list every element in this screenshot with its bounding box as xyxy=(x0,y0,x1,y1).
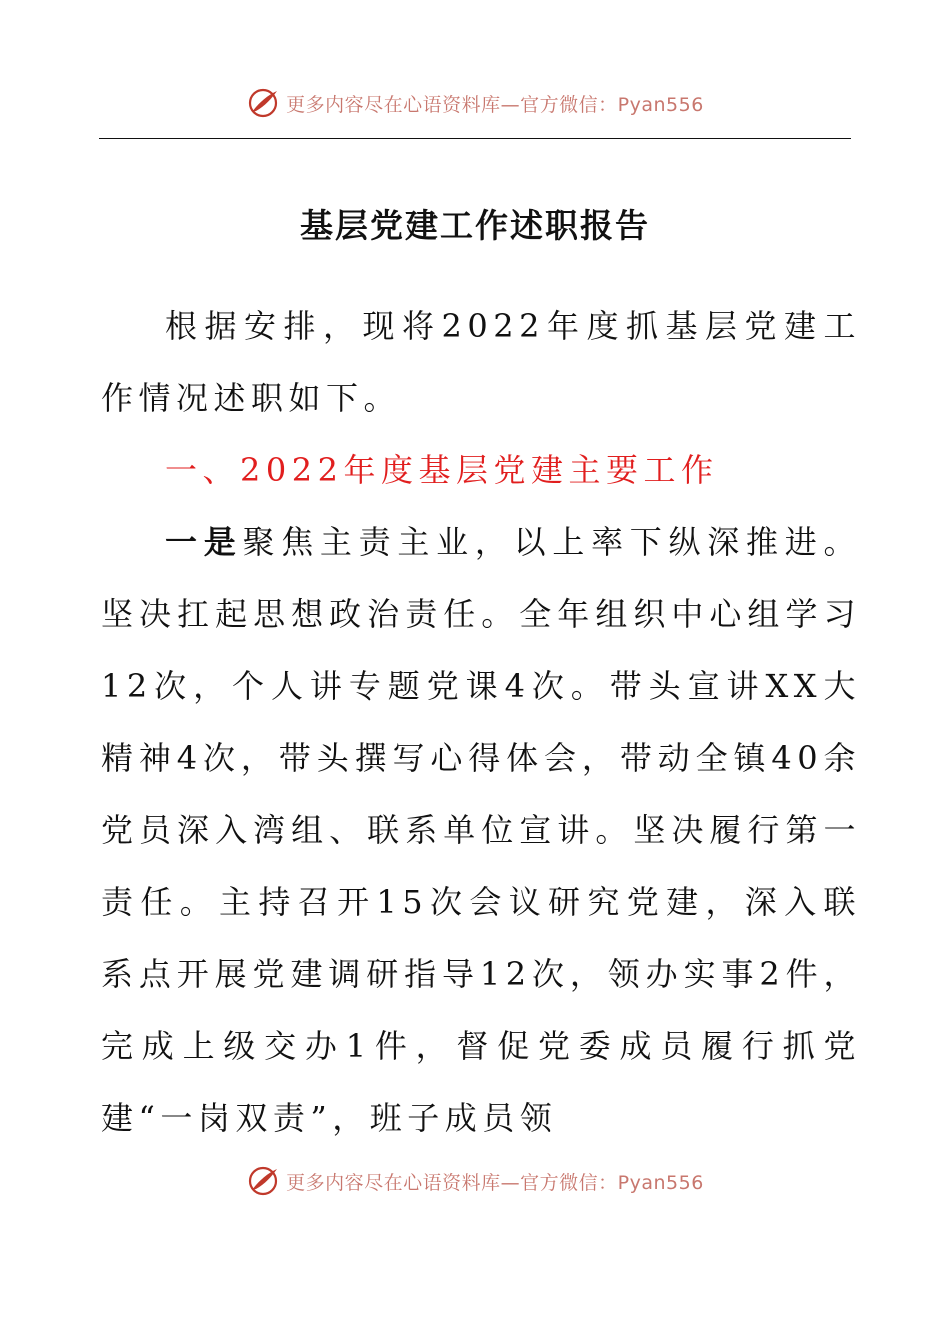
paragraph-1-lead: 一是 xyxy=(165,523,243,561)
section-heading: 一、2022年度基层党建主要工作 xyxy=(165,451,719,489)
page-title: 基层党建工作述职报告 xyxy=(300,206,650,245)
quill-seal-icon xyxy=(246,1164,280,1198)
document-body xyxy=(101,290,861,1154)
header-banner xyxy=(0,86,950,120)
quill-seal-icon xyxy=(246,86,280,120)
header-divider xyxy=(99,138,851,139)
footer-banner xyxy=(0,1164,950,1198)
paragraph-1-text: 聚焦主责主业，以上率下纵深推进。坚决扛起思想政治责任。全年组织中心组学习12次，个人讲专题党课4次。带头宣讲XX大精神4次，带头撰写心得体会，带动全镇40余党员深入湾组、联系单位宣讲。坚决履行第一责任。主持召开15次会议研究党建，深入联系点开展党建调研指导12次，领办实事2件，完成上级交办1件，督促党委成员履行抓党建“一岗双责”，班子成员领 xyxy=(101,523,861,1137)
header-banner-text: 更多内容尽在心语资料库—官方微信：Pyan556 xyxy=(286,93,704,116)
paragraph-1 xyxy=(101,506,861,1154)
footer-banner-text: 更多内容尽在心语资料库—官方微信：Pyan556 xyxy=(286,1171,704,1194)
intro-paragraph: 根据安排，现将2022年度抓基层党建工作情况述职如下。 xyxy=(101,307,861,417)
